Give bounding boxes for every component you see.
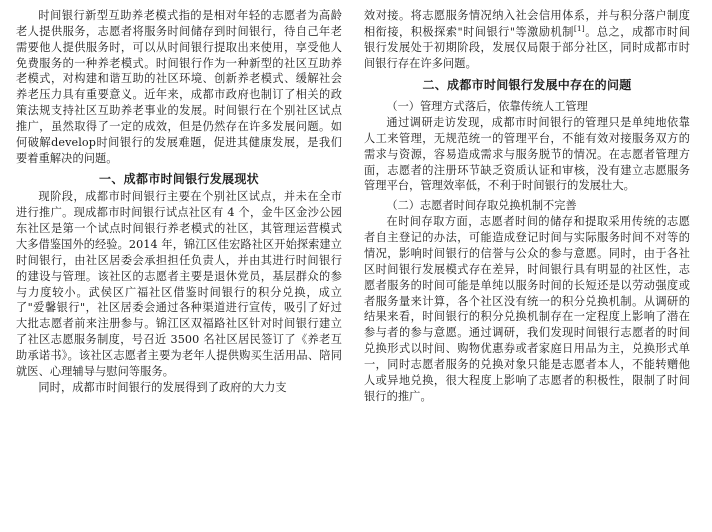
paragraph-text: 效对接。将志愿服务情况纳入社会信用体系，并与积分落户制度相衔接，积极探索"时间银行"等激励机制 <box>364 9 690 39</box>
paragraph-text-continued: 。总之，成都市时间银行发展处于初期阶段，发展仅局限于部分社区，同时成都市时间银行存在许多问题。 <box>364 25 690 71</box>
paragraph: 现阶段，成都市时间银行主要在个别社区试点，并未在全市进行推广。现成都市时间银行试点社区有 4 个，金牛区金沙公园东社区是第一个试点时间银行养老模式的社区，其管理运营模式大多借鉴国外的经验。2014 年，锦江区佳宏路社区开始探索建立时间银行，由社区居委会承担担任负责人，并由其进行时间银行的建设与管理。该社区的志愿者主要是退休党员，基层群众的参与力度较小。武侯区广福社区借鉴时间银行的积分兑换，成立了"爱馨银行"，社区居委会通过各种渠道进行宣传，吸引了好过大批志愿者前来注册参与。锦江区双福路社区针对时间银行建立了社区志愿服务制度，号召近 3500 名社区居民签订了《养老互助承诺书》。该社区志愿者主要为老年人提供购买生活用品、陪同就医、心理辅导与慰问等服务。 <box>16 190 343 378</box>
sub-heading-management: （一）管理方式落后，依靠传统人工管理 <box>386 100 588 114</box>
section-heading-current-status: 一、成都市时间银行发展现状 <box>99 172 259 187</box>
two-column-layout <box>16 8 694 526</box>
section-heading-problems: 二、成都市时间银行发展中存在的问题 <box>422 78 632 93</box>
paragraph: 同时，成都市时间银行的发展得到了政府的大力支 <box>38 380 287 394</box>
paragraph <box>364 8 690 72</box>
sub-heading-exchange-mechanism: （二）志愿者时间存取兑换机制不完善 <box>386 199 577 213</box>
right-column <box>364 8 690 526</box>
footnote-marker: [1] <box>573 23 585 33</box>
paragraph: 通过调研走访发现，成都市时间银行的管理只是单纯地依靠人工来管理，无规范统一的管理平台，不能有效对接服务双方的需求与资源，容易造成需求与服务脱节的情况。在志愿者管理方面，志愿者的注册环节缺乏资质认证和审核，没有建立志愿服务管理平台，管理效率低，不利于时间银行的发展壮大。 <box>364 116 690 193</box>
paragraph: 在时间存取方面，志愿者时间的储存和提取采用传统的志愿者自主登记的办法，可能造成登记时间与实际服务时间不对等的情况，影响时间银行的信誉与公众的参与意愿。同时，由于各社区时间银行发展模式存在差异，时间银行具有明显的社区性，志愿者服务的时间可能是单纯以服务时间的长短还是以劳动强度或者服务量来计算，各个社区没有统一的积分兑换机制。从调研的结果来看，时间银行的积分兑换机制存在一定程度上影响了潜在参与者的参与意愿。通过调研，我们发现时间银行志愿者的时间兑换形式以时间、购物优惠券或者家庭日用品为主，兑换形式单一，同时志愿者服务的兑换对象只能是志愿者本人，不能转赠他人或异地兑换，很大程度上影响了志愿者的积极性，限制了时间银行的推广。 <box>364 215 690 403</box>
left-column <box>16 8 342 526</box>
paragraph: 时间银行新型互助养老模式指的是相对年轻的志愿者为高龄老人提供服务，志愿者将服务时间储存到时间银行，待自己年老需要他人提供服务时，可以从时间银行提取出来使用，享受他人免费服务的一种养老模式。时间银行作为一种新型的社区互助养老模式，对构建和谐互助的社区环境、创新养老模式、缓解社会养老压力具有重要意义。近年来，成都市政府也制订了相关的政策法规支持社区互助养老事业的发展。时间银行在个别社区试点推广，虽然取得了一定的成效，但是仍然存在许多发展问题。如何破解develop时间银行的发展难题，促进其健康发展，是我们要着重解决的问题。 <box>16 9 342 165</box>
